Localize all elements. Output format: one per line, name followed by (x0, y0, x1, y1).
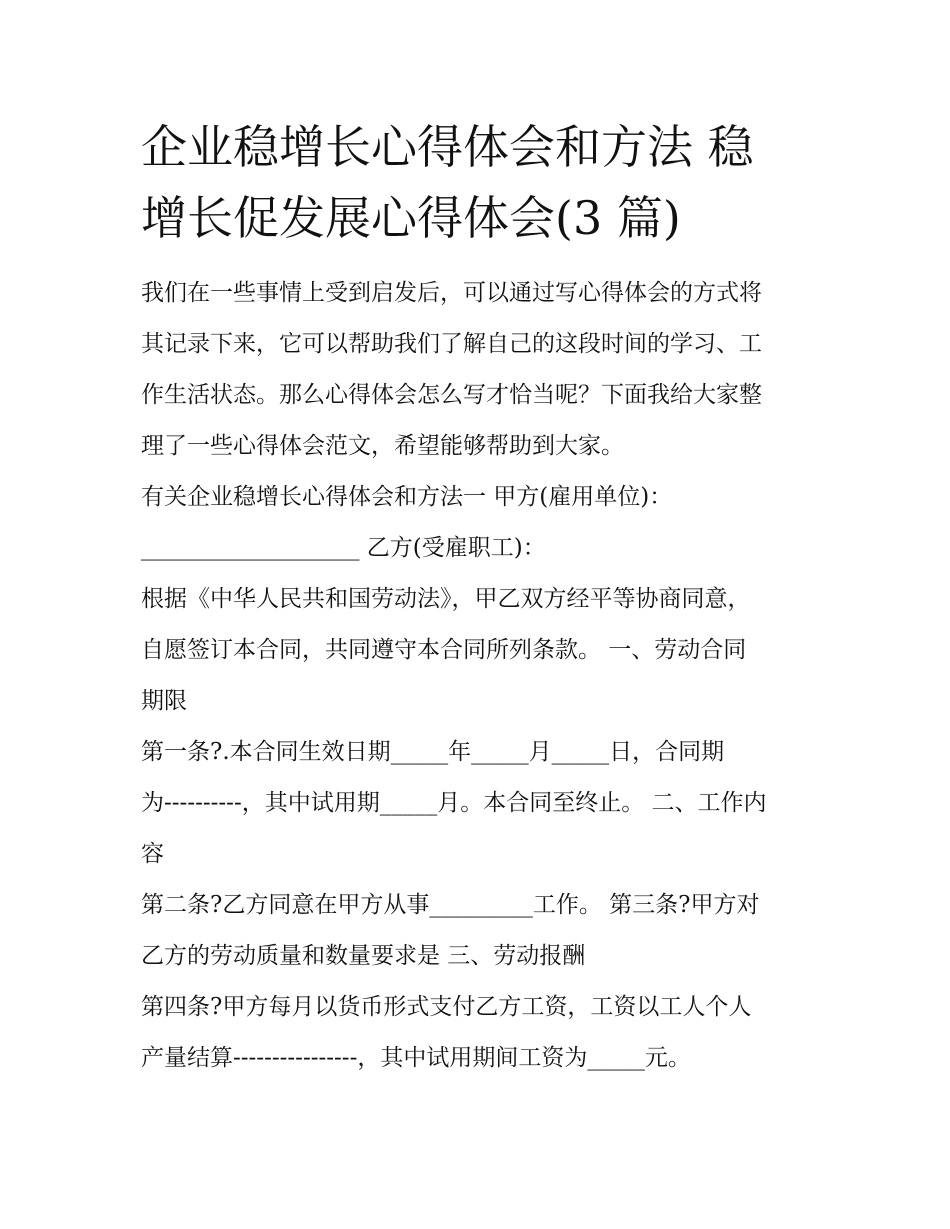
title-line: 增长促发展心得体会(3 篇) (141, 191, 681, 245)
document-body (141, 268, 821, 1084)
title-line: 企业稳增长心得体会和方法 稳 (141, 120, 754, 174)
paragraph-basis (141, 574, 821, 727)
paragraph-article-2-3 (141, 880, 821, 982)
paragraph-parties (141, 472, 821, 574)
text-line: 容 (141, 841, 164, 867)
text-line: 乙方的劳动质量和数量要求是 三、劳动报酬 (141, 943, 586, 969)
text-line: 第一条?.本合同生效日期_____年_____月_____日，合同期 (141, 739, 725, 765)
document-title (141, 112, 821, 254)
text-line: ___________________ 乙方(受雇职工)： (141, 535, 546, 561)
text-line: 理了一些心得体会范文，希望能够帮助到大家。 (141, 433, 624, 459)
document-content (141, 112, 821, 1084)
paragraph-article-1 (141, 727, 821, 880)
text-line: 其记录下来，它可以帮助我们了解自己的这段时间的学习、工 (141, 331, 762, 357)
paragraph-intro (141, 268, 821, 472)
text-line: 第四条?甲方每月以货币形式支付乙方工资，工资以工人个人 (141, 994, 752, 1020)
text-line: 为----------，其中试用期_____月。本合同至终止。 二、工作内 (141, 790, 767, 816)
text-line: 根据《中华人民共和国劳动法》，甲乙双方经平等协商同意， (141, 586, 751, 612)
text-line: 产量结算----------------，其中试用期间工资为_____元。 (141, 1045, 691, 1071)
paragraph-article-4 (141, 982, 821, 1084)
text-line: 我们在一些事情上受到启发后，可以通过写心得体会的方式将 (141, 280, 762, 306)
text-line: 期限 (141, 688, 187, 714)
text-line: 第二条?乙方同意在甲方从事_________工作。 第三条?甲方对 (141, 892, 760, 918)
text-line: 作生活状态。那么心得体会怎么写才恰当呢？下面我给大家整 (141, 382, 762, 408)
text-line: 有关企业稳增长心得体会和方法一 甲方(雇用单位)： (141, 484, 673, 510)
text-line: 自愿签订本合同，共同遵守本合同所列条款。 一、劳动合同 (141, 637, 747, 663)
